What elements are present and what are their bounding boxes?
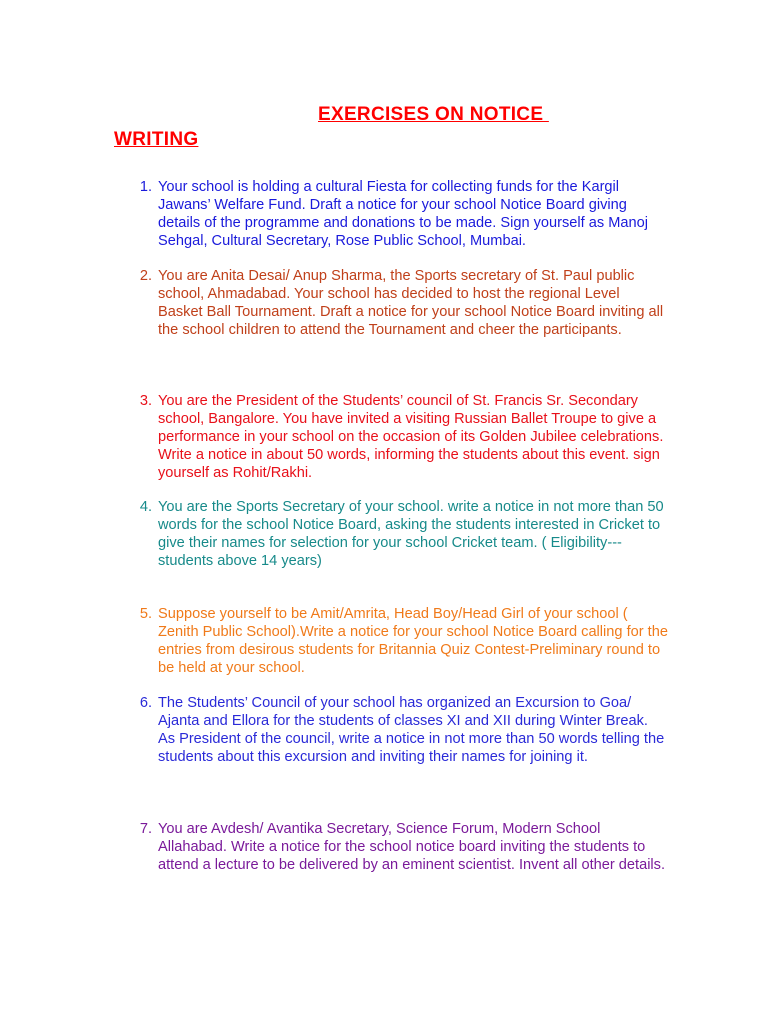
exercise-number: 2.: [139, 268, 152, 284]
exercise-item: [128, 605, 668, 677]
exercise-item: [128, 392, 668, 482]
exercise-number: 1.: [139, 179, 152, 195]
exercise-item: [128, 694, 668, 766]
exercise-number: 3.: [139, 393, 152, 409]
page-title-continued: WRITING: [114, 129, 199, 150]
exercise-item: [128, 498, 668, 570]
page-title: EXERCISES ON NOTICE: [318, 104, 549, 125]
exercise-number: 6.: [139, 695, 152, 711]
exercise-text: You are Anita Desai/ Anup Sharma, the Sports secretary of St. Paul public school, Ahmadabad. Your school has decided to host the regional Level Basket Ball Tournament. Draft a notice for your school Notice Board inviting all the school children to attend the Tournament and cheer the participants.: [158, 268, 664, 338]
exercise-text: Suppose yourself to be Amit/Amrita, Head Boy/Head Girl of your school ( Zenith Public School).Write a notice for your school Notice Board calling for the entries from desirous students for Britannia Quiz Contest-Preliminary round to be held at your school.: [158, 606, 668, 676]
exercise-item: [128, 267, 668, 339]
exercise-text: Your school is holding a cultural Fiesta for collecting funds for the Kargil Jawans’ Welfare Fund. Draft a notice for your school Notice Board giving details of the programme and donations to be made. Sign yourself as Manoj Sehgal, Cultural Secretary, Rose Public School, Mumbai.: [158, 179, 648, 249]
exercise-text: You are the Sports Secretary of your school. write a notice in not more than 50 words for the school Notice Board, asking the students interested in Cricket to give their names for selection for your school Cricket team. ( Eligibility---students above 14 years): [158, 499, 664, 569]
exercise-text: You are the President of the Students’ council of St. Francis Sr. Secondary school, Bangalore. You have invited a visiting Russian Ballet Troupe to give a performance in your school on the occasion of its Golden Jubilee celebrations. Write a notice in about 50 words, informing the students about this event. sign yourself as Rohit/Rakhi.: [158, 393, 664, 481]
exercise-number: 4.: [139, 499, 152, 515]
exercise-number: 5.: [139, 606, 152, 622]
exercise-text: You are Avdesh/ Avantika Secretary, Science Forum, Modern School Allahabad. Write a notice for the school notice board inviting the students to attend a lecture to be delivered by an eminent scientist. Invent all other details.: [158, 821, 666, 873]
exercise-number: 7.: [139, 821, 152, 837]
exercise-text: The Students’ Council of your school has organized an Excursion to Goa/ Ajanta and Ellora for the students of classes XI and XII during Winter Break. As President of the council, write a notice in not more than 50 words telling the students about this excursion and inviting their names for joining it.: [158, 695, 665, 765]
exercise-item: [128, 820, 668, 874]
exercise-item: [128, 178, 668, 250]
